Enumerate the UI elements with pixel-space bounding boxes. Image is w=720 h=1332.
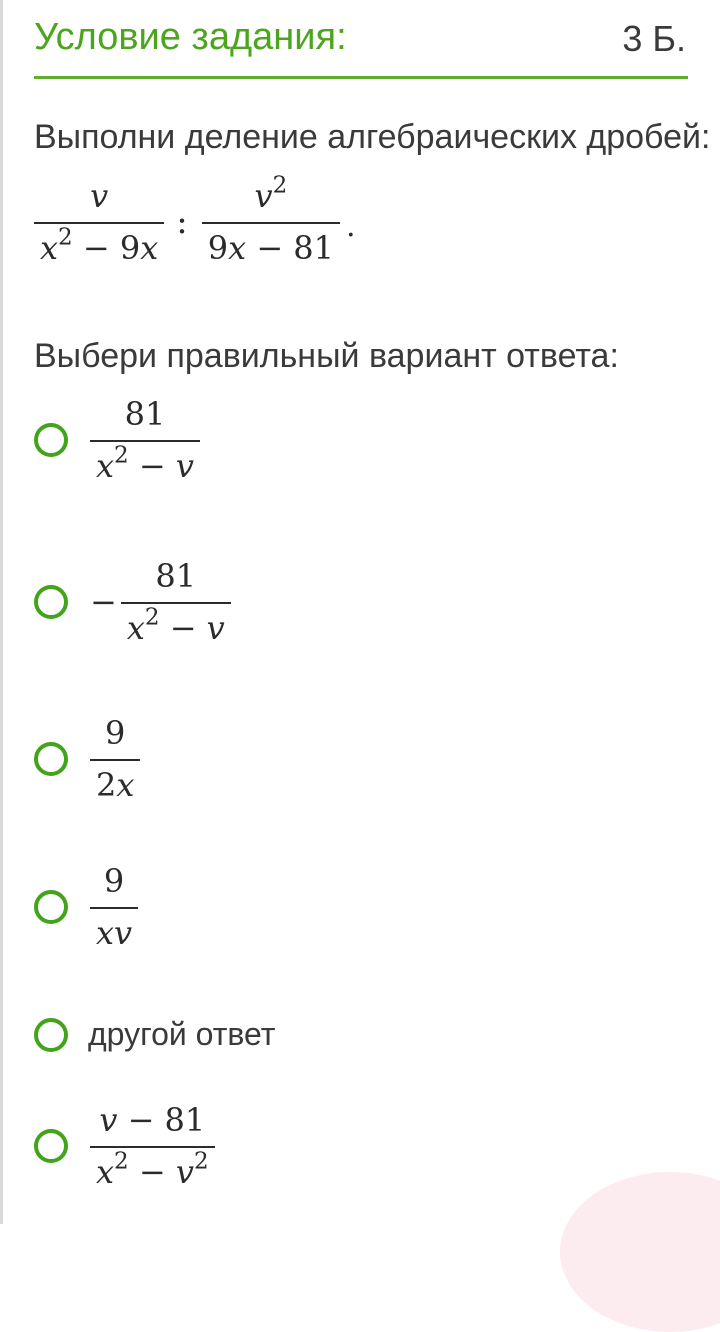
option-6-num-var: v [99, 1101, 118, 1139]
option-1-den-var2: v [175, 447, 194, 485]
right-den-var: x [228, 229, 247, 267]
left-fraction [34, 177, 164, 267]
answer-option-5[interactable] [34, 1016, 275, 1053]
right-den-rest: − 81 [246, 229, 335, 267]
option-3-math [90, 714, 140, 804]
answer-option-4[interactable] [34, 862, 138, 952]
task-header-title: Условие задания: [34, 16, 347, 58]
choose-prompt: Выбери правильный вариант ответа: [34, 337, 619, 375]
decorative-corner-shape [560, 1172, 720, 1332]
right-num-var: v [254, 177, 273, 215]
option-6-den-exp2: 2 [193, 1148, 209, 1175]
task-instruction: Выполни деление алгебраических дробей: [34, 118, 711, 156]
option-1-den-var: x [96, 447, 115, 485]
answer-option-2[interactable] [34, 557, 231, 647]
division-operator: : [176, 202, 188, 242]
answer-option-6[interactable] [34, 1101, 215, 1191]
option-1-numerator: 81 [124, 395, 166, 433]
option-2-numerator: 81 [155, 557, 197, 595]
left-den-exp: 2 [58, 224, 73, 251]
option-6-den-var2: v [175, 1153, 194, 1191]
option-1-den-exp: 2 [114, 442, 129, 469]
left-den-var: x [40, 229, 59, 267]
option-6-num-rest: − 81 [117, 1101, 206, 1139]
radio-button[interactable] [34, 890, 68, 924]
radio-button[interactable] [34, 585, 68, 619]
radio-button[interactable] [34, 1129, 68, 1163]
option-3-numerator: 9 [105, 714, 126, 752]
option-2-den-var2: v [206, 609, 225, 647]
option-2-den-rest: − [159, 609, 207, 647]
left-divider [0, 0, 3, 1224]
option-6-den-var: x [96, 1153, 115, 1191]
radio-button[interactable] [34, 742, 68, 776]
right-fraction [202, 172, 340, 267]
radio-button[interactable] [34, 423, 68, 457]
option-6-den-rest: − [128, 1153, 176, 1191]
option-4-den-var: xv [96, 914, 133, 952]
option-2-den-var: x [126, 609, 145, 647]
left-den-rest: − 9 [72, 229, 141, 267]
task-expression [34, 172, 356, 267]
end-punctuation: . [346, 208, 356, 244]
option-3-den-pre: 2 [96, 766, 117, 804]
option-3-den-var: x [116, 766, 135, 804]
option-1-den-rest: − [128, 447, 176, 485]
radio-button[interactable] [34, 1018, 68, 1052]
option-5-text: другой ответ [88, 1016, 276, 1052]
option-2-den-exp: 2 [144, 604, 160, 631]
option-6-math [90, 1101, 215, 1191]
option-6-den-exp: 2 [114, 1148, 129, 1175]
right-num-exp: 2 [272, 172, 288, 199]
option-1-math [90, 395, 200, 485]
option-4-numerator: 9 [103, 862, 125, 900]
answer-option-3[interactable] [34, 714, 140, 804]
answer-option-1[interactable] [34, 395, 200, 485]
option-4-math [90, 862, 138, 952]
task-points: 3 Б. [622, 18, 686, 59]
task-header [34, 14, 688, 79]
left-den-var2: x [140, 229, 159, 267]
option-2-sign: − [90, 583, 117, 621]
right-den-pre: 9 [207, 229, 229, 267]
left-numerator: v [90, 177, 109, 215]
option-2-math [90, 557, 231, 647]
